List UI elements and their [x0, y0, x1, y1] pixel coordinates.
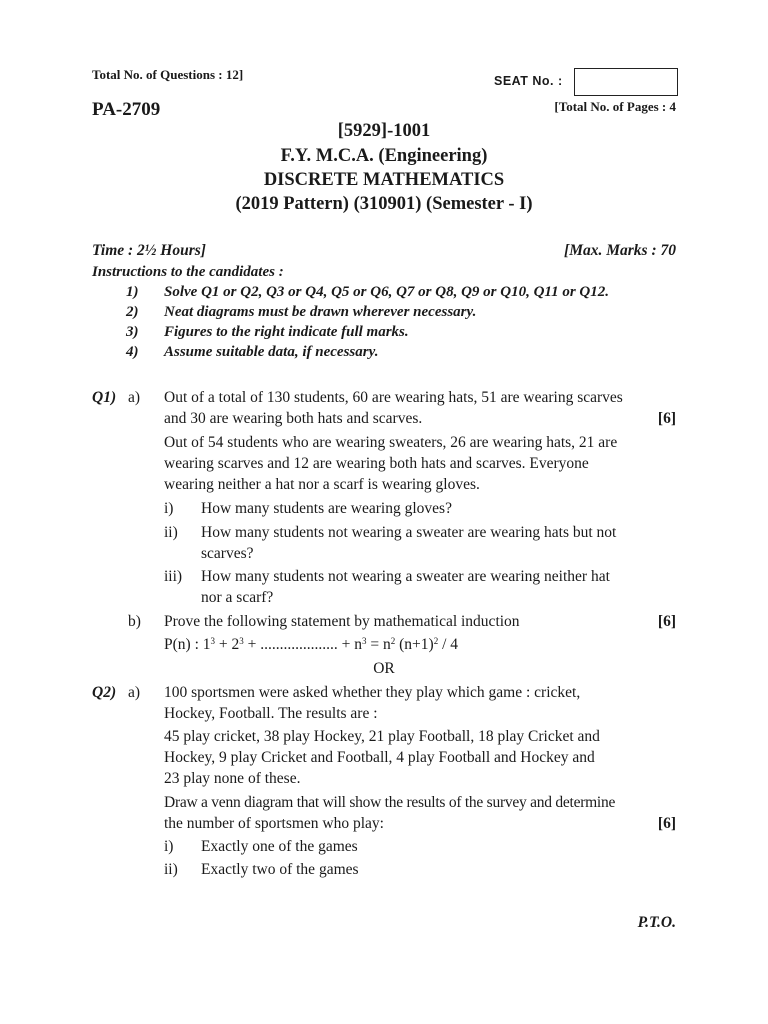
pattern-line: (2019 Pattern) (310901) (Semester - I): [235, 194, 533, 214]
q1a-para2-line2: wearing scarves and 12 are wearing both hats and scarves. Everyone: [164, 455, 589, 472]
q1a-line2: and 30 are wearing both hats and scarves.: [164, 410, 423, 427]
seat-label: SEAT No. :: [494, 74, 563, 88]
q1a-line1: Out of a total of 130 students, 60 are wearing hats, 51 are wearing scarves: [164, 389, 623, 406]
q2a-line6: Draw a venn diagram that will show the results of the survey and determine: [164, 794, 616, 811]
marks: [6]: [657, 410, 676, 427]
q2a-line5: 23 play none of these.: [164, 770, 301, 787]
paper-code: PA-2709: [92, 99, 161, 120]
or-separator: OR: [373, 660, 395, 677]
part-label: a): [128, 389, 141, 406]
question-label-q1: Q1): [92, 389, 117, 406]
sub-number: i): [164, 500, 174, 517]
q2a-line2: Hockey, Football. The results are :: [164, 705, 378, 722]
part-label: b): [128, 613, 141, 630]
sub-question: How many students not wearing a sweater are wearing hats but not: [201, 524, 617, 541]
page-turn-over: P.T.O.: [637, 914, 676, 931]
induction-formula: P(n) : $1^3 + 2^3$ + .................... + $n^3 = n^2$ $(n+1)^2 / 4$: [164, 636, 458, 653]
instruction-text: Figures to the right indicate full marks.: [164, 324, 409, 340]
instruction-text: Neat diagrams must be drawn wherever necessary.: [164, 304, 477, 320]
total-pages: [Total No. of Pages : 4: [554, 99, 676, 114]
instruction-number: 1): [126, 284, 139, 300]
question-label-q2: Q2): [92, 684, 117, 701]
q1b-text: Prove the following statement by mathematical induction: [164, 613, 520, 630]
sub-question: How many students not wearing a sweater are wearing neither hat: [201, 568, 610, 585]
instruction-number: 3): [126, 324, 139, 340]
q2a-line4: Hockey, 9 play Cricket and Football, 4 play Football and Hockey and: [164, 749, 595, 766]
sub-question: Exactly two of the games: [201, 861, 359, 878]
q2a-line1: 100 sportsmen were asked whether they play which game : cricket,: [164, 684, 581, 701]
sub-number: iii): [164, 568, 183, 585]
seat-number-box[interactable]: [574, 68, 678, 96]
sub-number: ii): [164, 524, 178, 541]
subject-title: DISCRETE MATHEMATICS: [263, 170, 505, 190]
part-label: a): [128, 684, 141, 701]
exam-code: [5929]-1001: [337, 121, 431, 141]
marks: [6]: [657, 613, 676, 630]
q1a-para2-line1: Out of 54 students who are wearing sweaters, 26 are wearing hats, 21 are: [164, 434, 618, 451]
sub-question-cont: scarves?: [201, 545, 254, 562]
marks: [6]: [657, 815, 676, 832]
max-marks: [Max. Marks : 70: [564, 242, 676, 259]
instruction-text: Solve Q1 or Q2, Q3 or Q4, Q5 or Q6, Q7 or Q8, Q9 or Q10, Q11 or Q12.: [164, 284, 610, 300]
total-questions: Total No. of Questions : 12]: [92, 67, 244, 82]
sub-question: Exactly one of the games: [201, 838, 358, 855]
time-allowed: Time : 2½ Hours]: [92, 242, 206, 259]
course-title: F.Y. M.C.A. (Engineering): [280, 146, 488, 166]
instruction-number: 4): [126, 344, 139, 360]
instructions-title: Instructions to the candidates :: [92, 264, 284, 280]
sub-number: i): [164, 838, 174, 855]
instruction-number: 2): [126, 304, 139, 320]
sub-question-cont: nor a scarf?: [201, 589, 274, 606]
sub-number: ii): [164, 861, 178, 878]
instruction-text: Assume suitable data, if necessary.: [164, 344, 379, 360]
sub-question: How many students are wearing gloves?: [201, 500, 452, 517]
q1a-para2-line3: wearing neither a hat nor a scarf is wearing gloves.: [164, 476, 480, 493]
q2a-line7: the number of sportsmen who play:: [164, 815, 384, 832]
q2a-line3: 45 play cricket, 38 play Hockey, 21 play Football, 18 play Cricket and: [164, 728, 600, 745]
